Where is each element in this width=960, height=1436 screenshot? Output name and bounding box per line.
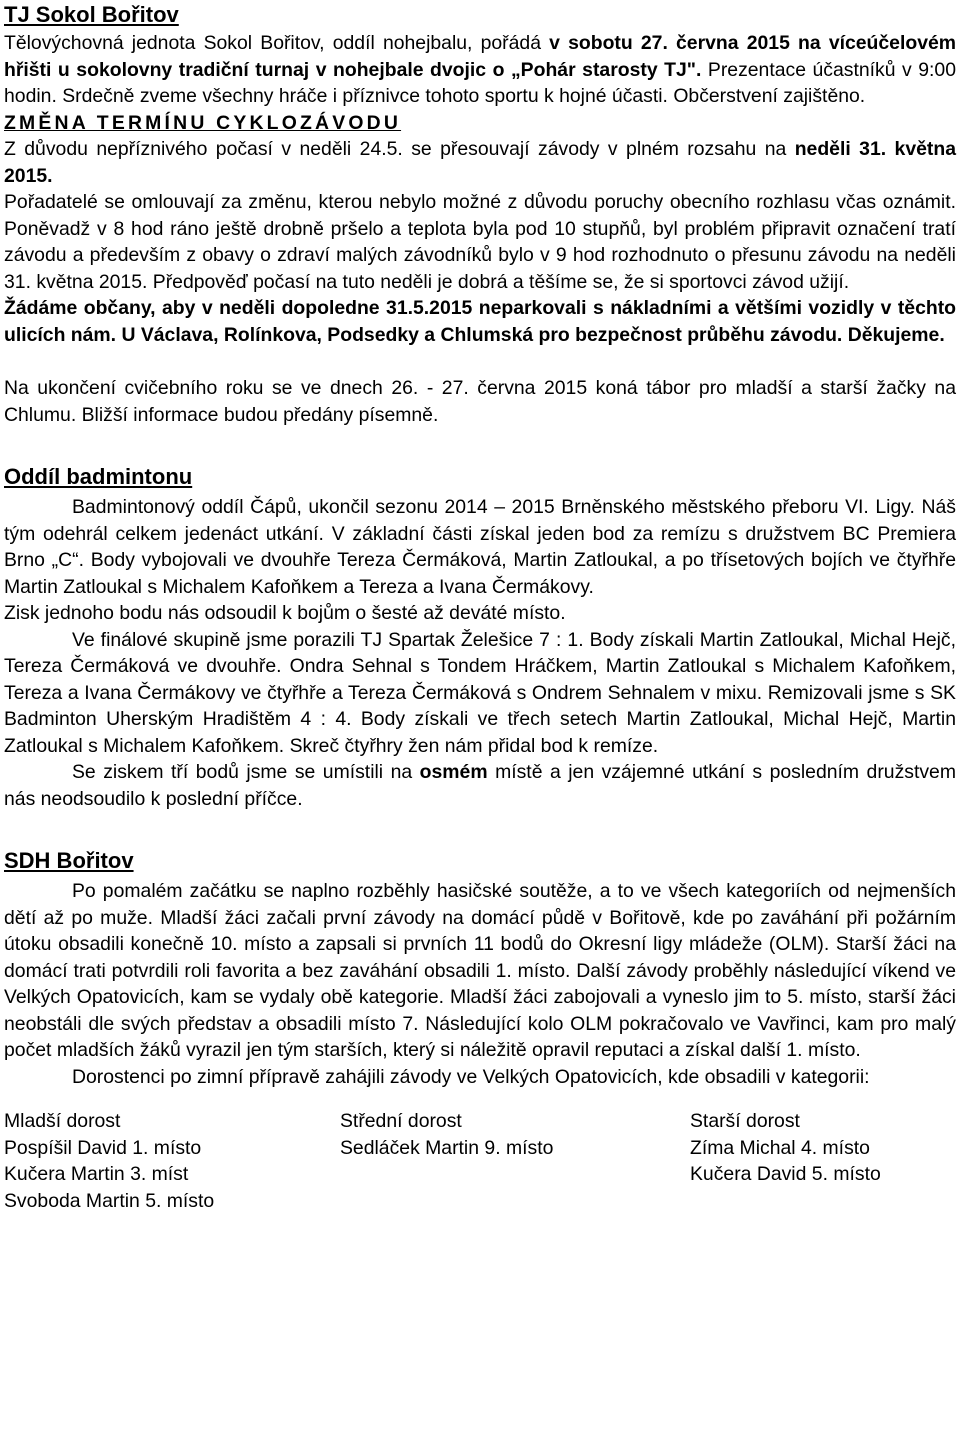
heading-sokol: TJ Sokol Bořitov	[4, 2, 179, 27]
sdh-paragraph-2: Dorostenci po zimní přípravě zahájili závody ve Velkých Opatovicích, kde obsadili v kategorii:	[72, 1065, 870, 1088]
column-title: Střední dorost	[340, 1110, 462, 1132]
badminton-paragraph-3: Ve finálové skupině jsme porazili TJ Spartak Želešice 7 : 1. Body získali Martin Zatloukal, Michal Hejč, Tereza Čermáková ve dvouhře. Ondra Sehnal s Tondem Hráčkem, Martin Zatloukal s Michalem Kafoňkem, Tereza a Ivana Čermákovy ve čtyřhře a Tereza Čermáková s Ondrem Sehnalem v mixu. Remizovali jsme s SK Badminton Uherským Hradištěm 4 : 4. Body získali ve třech setech Martin Zatloukal, Michal Hejč, Martin Zatloukal s Michalem Kafoňkem. Skreč čtyřhry žen nám přidal bod k remíze.	[4, 628, 956, 757]
result-row: Sedláček Martin 9. místo	[340, 1136, 554, 1159]
badminton-paragraph-4: Se ziskem tří bodů jsme se umístili na osmém místě a jen vzájemné utkání s posledním družstvem nás neodsoudilo k poslední příčce.	[4, 761, 956, 810]
result-row: Zíma Michal 4. místo	[690, 1136, 870, 1159]
sokol-paragraph-1: Tělovýchovná jednota Sokol Bořitov, oddíl nohejbalu, pořádá v sobotu 27. června 2015 na víceúčelovém hřišti u sokolovny tradiční turnaj v nohejbale dvojic o „Pohár starosty TJ". Prezentace účastníků v 9:00 hodin. Srdečně zveme všechny hráče i příznivce tohoto sportu k hojné účasti. Občerstvení zajištěno.	[4, 32, 957, 107]
sokol-paragraph-3: Pořadatelé se omlouvají za změnu, kterou nebylo možné z důvodu poruchy obecního rozhlasu včas oznámit. Poněvadž v 8 hod ráno ještě drobně pršelo a teplota byla pod 10 stupňů, byl problém připravit označení tratí závodu a především z obavy o zdraví malých závodníků bylo v 9 hod rozhodnuto o přesunu závodu na neděli 31. května 2015. Předpověď počasí na tuto neděli je dobrá a těšíme se, že si sportovci závod užijí.	[4, 191, 956, 293]
change-title: ZMĚNA TERMÍNU CYKLOZÁVODU	[4, 111, 402, 134]
document-page	[4, 0, 956, 1214]
result-row: Kučera Martin 3. míst	[4, 1163, 189, 1185]
result-row: Pospíšil David 1. místo	[4, 1136, 202, 1159]
results-columns	[4, 1108, 956, 1214]
results-column-junior	[4, 1108, 340, 1214]
sokol-paragraph-2: Z důvodu nepříznivého počasí v neděli 24.5. se přesouvají závody v plném rozsahu na neděli 31. května 2015.	[4, 138, 956, 187]
sokol-paragraph-4: Žádáme občany, aby v neděli dopoledne 31.5.2015 neparkovali s nákladními a většími vozidly v těchto ulicích nám. U Václava, Rolínkova, Podsedky a Chlumská pro bezpečnost průběhu závodu. Děkujeme.	[4, 297, 956, 346]
sokol-paragraph-5: Na ukončení cvičebního roku se ve dnech 26. - 27. června 2015 koná tábor pro mladší a starší žačky na Chlumu. Bližší informace budou předány písemně.	[4, 377, 956, 426]
badminton-paragraph-1: Badmintonový oddíl Čápů, ukončil sezonu 2014 – 2015 Brněnského městského přeboru VI. Ligy. Náš tým odehrál celkem jedenáct utkání. V základní části získal jeden bod za remízu s družstvem BC Premiera Brno „C“. Body vybojovali ve dvouhře Tereza Čermáková, Martin Zatloukal, a po třísetových bojích ve čtyřhře Martin Zatloukal s Michalem Kafoňkem a Tereza a Ivana Čermákovy.	[4, 496, 956, 598]
heading-badminton: Oddíl badmintonu	[4, 464, 193, 489]
result-row: Svoboda Martin 5. místo	[4, 1189, 215, 1212]
results-column-middle	[340, 1108, 690, 1214]
results-column-senior	[690, 1108, 956, 1214]
badminton-paragraph-2: Zisk jednoho bodu nás odsoudil k bojům o šesté až deváté místo.	[4, 602, 566, 624]
result-row: Kučera David 5. místo	[690, 1163, 881, 1185]
heading-sdh: SDH Bořitov	[4, 848, 134, 873]
column-title: Mladší dorost	[4, 1110, 121, 1132]
sdh-paragraph-1: Po pomalém začátku se naplno rozběhly hasičské soutěže, a to ve všech kategoriích od nejmenších dětí až po muže. Mladší žáci začali první závody na domácí půdě v Bořitově, kde po zaváhání při požárním útoku obsadili konečně 10. místo a zapsali si prvních 11 bodů do Okresní ligy mládeže (OLM). Starší žáci na domácí trati potvrdili roli favorita a bez zaváhání obsadili 1. místo. Další závody proběhly následující víkend ve Velkých Opatovicích, kam se vydaly obě kategorie. Mladší žáci zabojovali a vyneslo jim to 5. místo, starší žáci neobstáli dle svých představ a obsadili místo 7. Následující kolo OLM pokračovalo ve Vavřinci, kam pro malý počet mladších žáků vyrazil jen tým starších, který si náležitě opravil reputaci a získal další 1. místo.	[4, 880, 956, 1061]
column-title: Starší dorost	[690, 1110, 800, 1132]
